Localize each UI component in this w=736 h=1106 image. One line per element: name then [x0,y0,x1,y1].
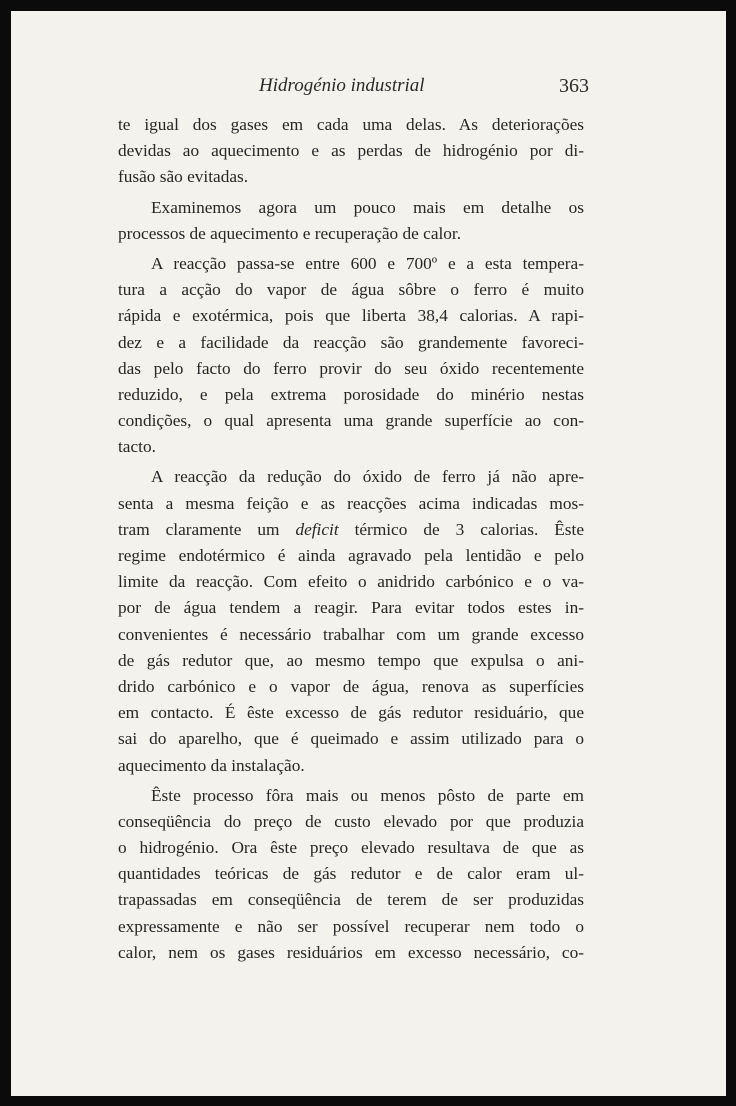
text-line: reduzido, e pela extrema porosidade do minério nestas [118,384,584,404]
text-line: calor, nem os gases residuários em excesso necessário, co- [118,942,584,962]
paragraph [118,783,584,966]
text-line: por de água tendem a reagir. Para evitar todos estes in- [118,598,584,618]
text-line: rápida e exotérmica, pois que liberta 38,4 calorias. A rapi- [118,306,584,326]
text-line: o hidrogénio. Ora êste preço elevado resultava de que as [118,838,584,858]
text-line: A reacção da redução do óxido de ferro já não apre- [151,467,584,487]
text-line: te igual dos gases em cada uma delas. As deteriorações [118,115,584,134]
text-line: de gás redutor que, ao mesmo tempo que expulsa o ani- [118,650,584,670]
text-line: conseqüência do preço de custo elevado por que produzia [118,811,584,831]
text-line: regime endotérmico é ainda agravado pela lentidão e pelo [118,546,584,565]
text-line: drido carbónico e o vapor de água, renova as superfícies [118,676,584,696]
paragraph [118,251,584,461]
text-line: condições, o qual apresenta uma grande superfície ao con- [118,411,584,431]
text-line: trapassadas em conseqüência de terem de ser produzidas [118,890,584,910]
text-line: tura a acção do vapor de água sôbre o ferro é muito [118,280,584,300]
text-line: em contacto. É êste excesso de gás redutor residuário, que [118,703,584,723]
text-line: senta a mesma feição e as reacções acima indicadas mos- [118,493,584,513]
text-line: limite da reacção. Com efeito o anidrido carbónico e o va- [118,572,584,592]
text-line: A reacção passa-se entre 600 e 700º e a esta tempera- [151,253,584,273]
text-line: tacto. [118,437,156,457]
text-line: quantidades teóricas de gás redutor e de calor eram ul- [118,864,584,884]
text-line: convenientes é necessário trabalhar com um grande excesso [118,624,584,644]
text-line: tram claramente um deficit térmico de 3 calorias. Êste [118,519,584,539]
text-line: sai do aparelho, que é queimado e assim utilizado para o [118,729,584,749]
text-line: processos de aquecimento e recuperação de calor. [118,223,462,243]
page-header [11,75,726,99]
paragraph [118,195,584,247]
book-page [11,11,726,1096]
paragraph [118,112,584,191]
text-line: dez e a facilidade da reacção são grandemente favoreci- [118,332,584,352]
text-line: Examinemos agora um pouco mais em detalhe os [151,197,584,217]
page-number: 363 [559,75,589,97]
text-line: fusão são evitadas. [118,167,249,187]
italic-term: deficit [295,519,339,539]
paragraph [118,464,584,778]
text-line: devidas ao aquecimento e as perdas de hidrogénio por di- [118,141,584,161]
text-line: expressamente e não ser possível recuperar nem todo o [118,916,584,936]
body-text [118,112,584,966]
text-line: Êste processo fôra mais ou menos pôsto de parte em [151,785,584,805]
text-line: das pelo facto do ferro provir do seu óxido recentemente [118,358,584,378]
running-title: Hidrogénio industrial [259,75,425,96]
text-line: aquecimento da instalação. [118,755,305,775]
